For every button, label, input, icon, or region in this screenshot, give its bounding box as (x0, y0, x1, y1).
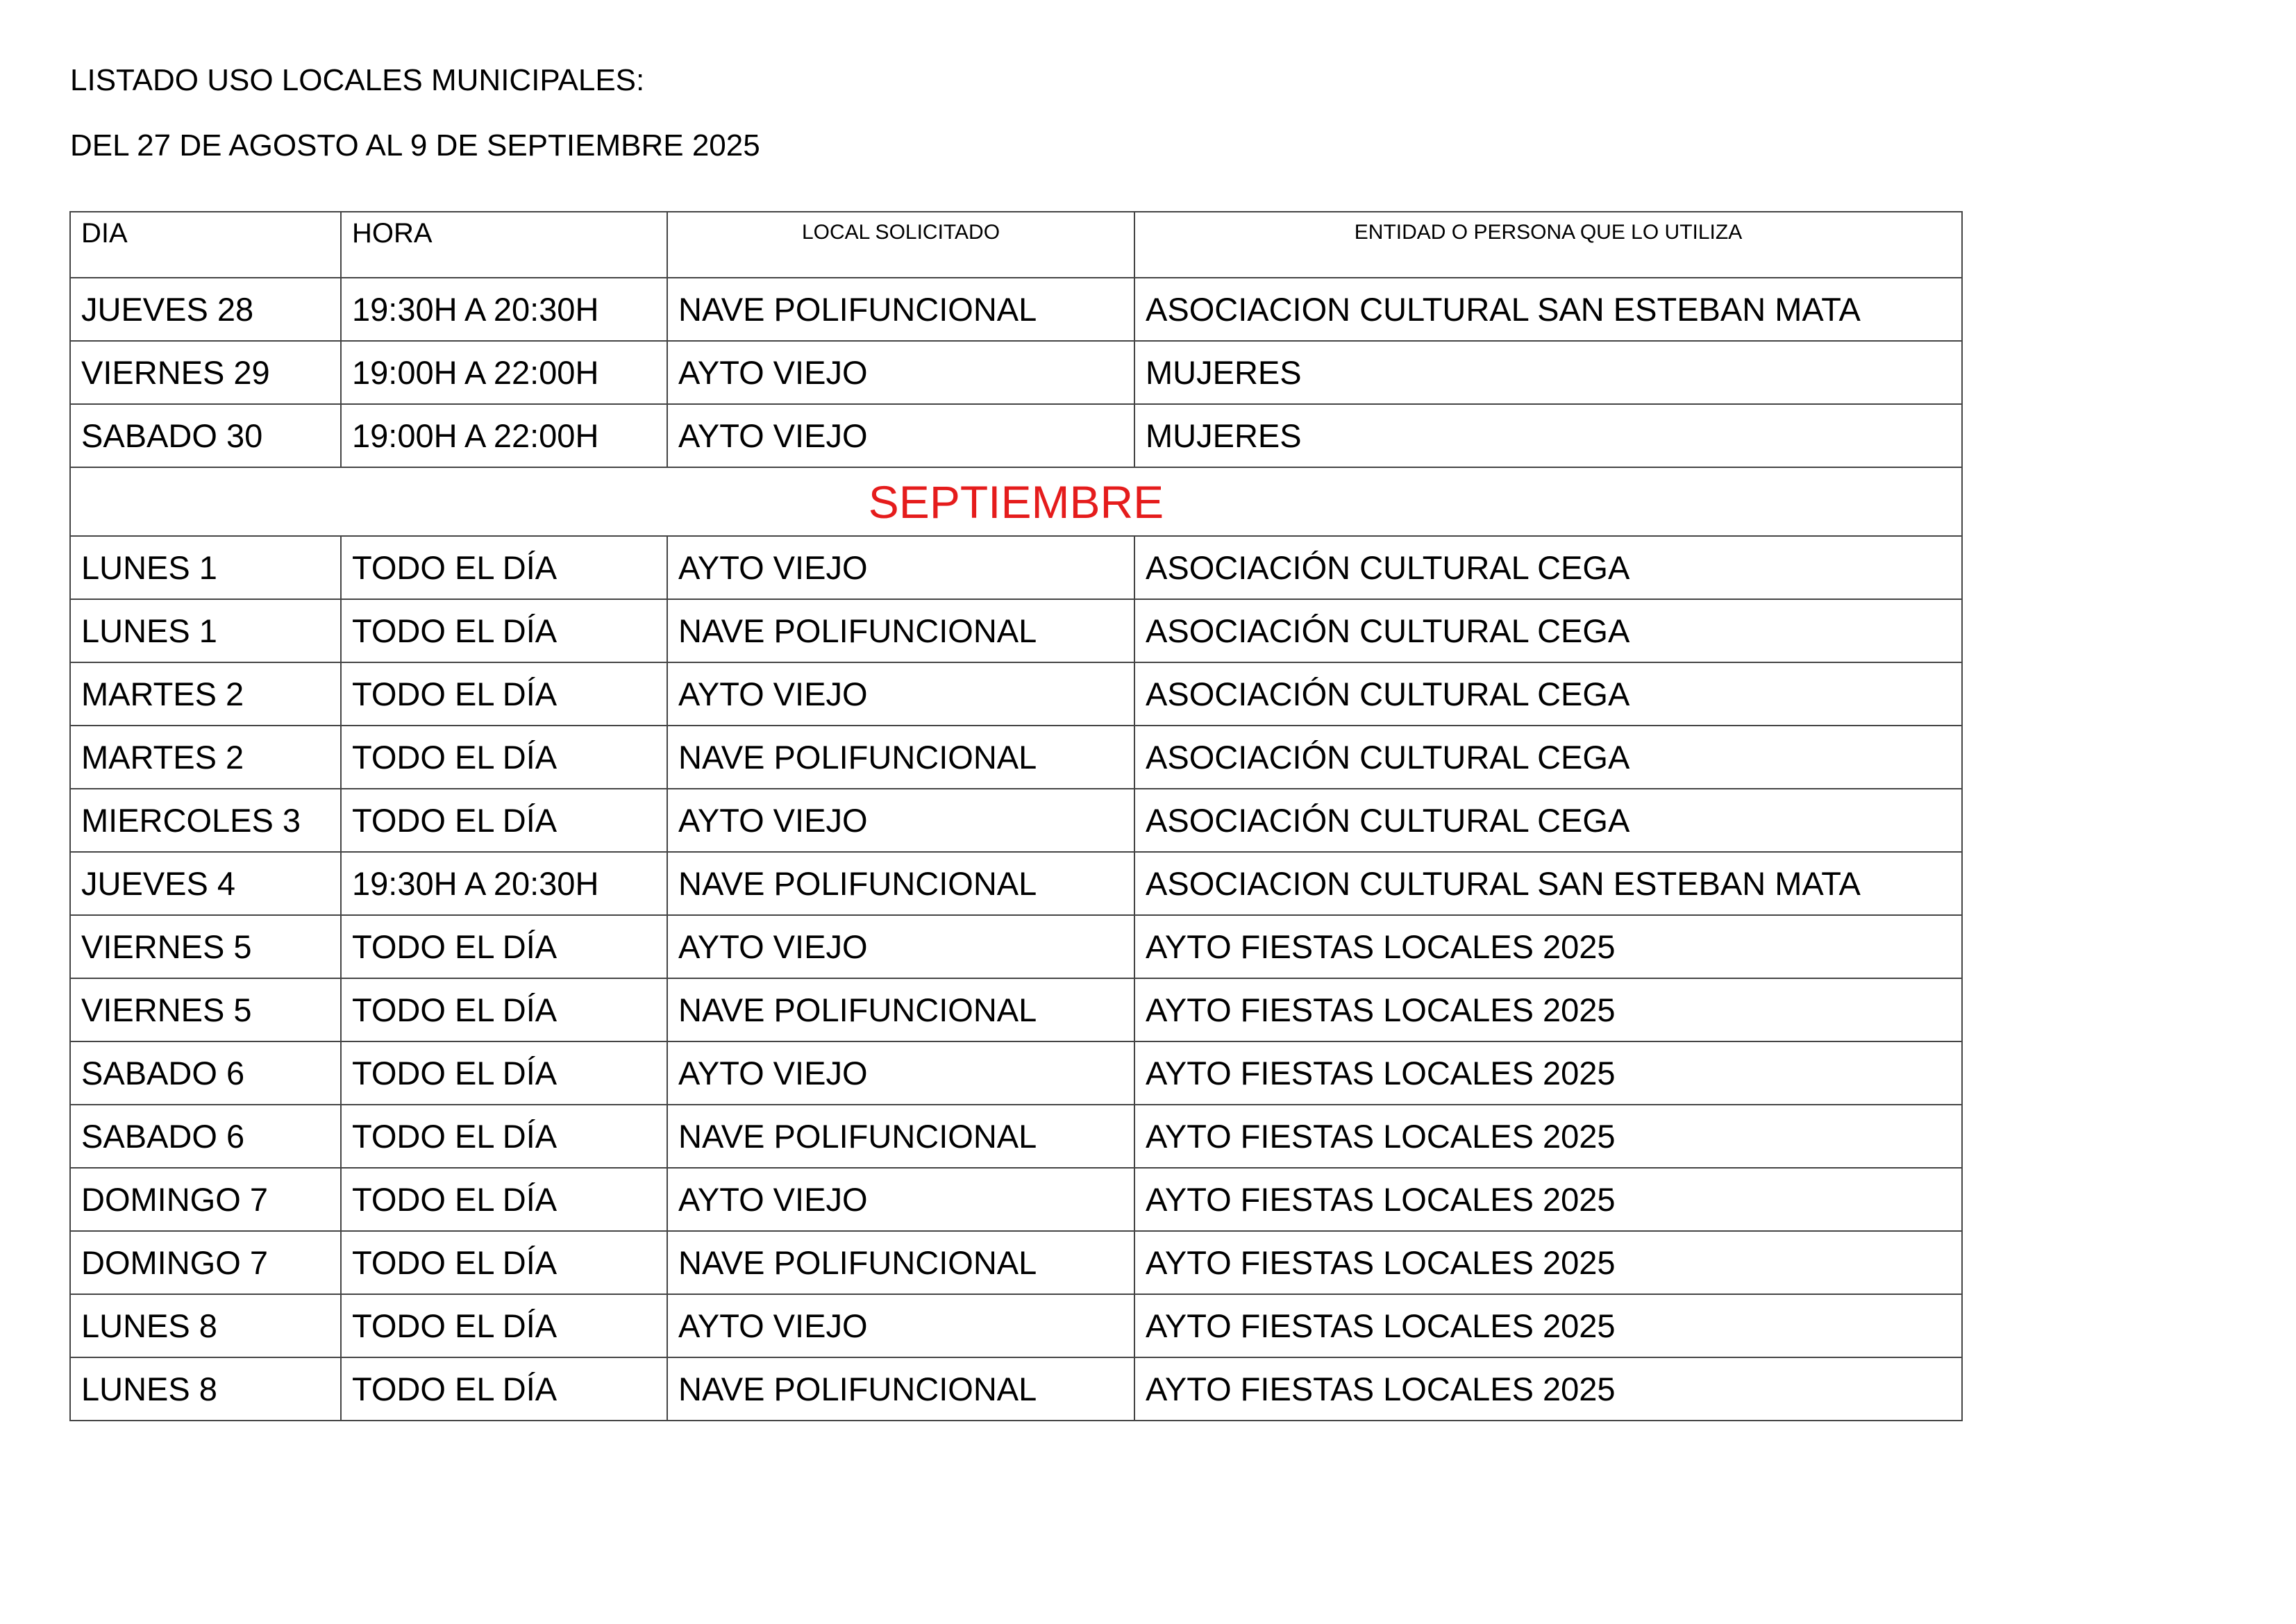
table-row (70, 536, 1962, 599)
cell-entidad: AYTO FIESTAS LOCALES 2025 (1134, 978, 1962, 1041)
cell-hora: TODO EL DÍA (341, 662, 667, 726)
cell-entidad: AYTO FIESTAS LOCALES 2025 (1134, 1294, 1962, 1357)
cell-dia: MARTES 2 (70, 662, 341, 726)
table-row (70, 1357, 1962, 1421)
cell-entidad: AYTO FIESTAS LOCALES 2025 (1134, 1105, 1962, 1168)
cell-dia: MARTES 2 (70, 726, 341, 789)
cell-local: AYTO VIEJO (667, 1294, 1134, 1357)
cell-local: NAVE POLIFUNCIONAL (667, 1231, 1134, 1294)
cell-dia: LUNES 8 (70, 1357, 341, 1421)
cell-entidad: MUJERES (1134, 341, 1962, 404)
cell-local: AYTO VIEJO (667, 915, 1134, 978)
cell-entidad: ASOCIACIÓN CULTURAL CEGA (1134, 726, 1962, 789)
cell-dia: LUNES 8 (70, 1294, 341, 1357)
table-row (70, 278, 1962, 341)
cell-entidad: ASOCIACION CULTURAL SAN ESTEBAN MATA (1134, 852, 1962, 915)
cell-hora: TODO EL DÍA (341, 726, 667, 789)
cell-hora: TODO EL DÍA (341, 1231, 667, 1294)
cell-entidad: AYTO FIESTAS LOCALES 2025 (1134, 1168, 1962, 1231)
cell-dia: VIERNES 5 (70, 978, 341, 1041)
cell-entidad: ASOCIACIÓN CULTURAL CEGA (1134, 599, 1962, 662)
month-separator: SEPTIEMBRE (70, 467, 1962, 536)
header-entidad: ENTIDAD O PERSONA QUE LO UTILIZA (1134, 212, 1962, 278)
header-hora: HORA (341, 212, 667, 278)
cell-local: AYTO VIEJO (667, 1168, 1134, 1231)
cell-hora: 19:00H A 22:00H (341, 341, 667, 404)
cell-local: NAVE POLIFUNCIONAL (667, 599, 1134, 662)
cell-hora: TODO EL DÍA (341, 1168, 667, 1231)
cell-entidad: MUJERES (1134, 404, 1962, 467)
table-row (70, 1294, 1962, 1357)
table-row (70, 726, 1962, 789)
cell-entidad: AYTO FIESTAS LOCALES 2025 (1134, 915, 1962, 978)
cell-entidad: AYTO FIESTAS LOCALES 2025 (1134, 1231, 1962, 1294)
cell-dia: SABADO 6 (70, 1105, 341, 1168)
cell-dia: DOMINGO 7 (70, 1231, 341, 1294)
table-row (70, 599, 1962, 662)
table-row (70, 1168, 1962, 1231)
cell-local: NAVE POLIFUNCIONAL (667, 1105, 1134, 1168)
header-local-solicitado: LOCAL SOLICITADO (667, 212, 1134, 278)
table-row (70, 1041, 1962, 1105)
cell-hora: TODO EL DÍA (341, 536, 667, 599)
cell-entidad: ASOCIACIÓN CULTURAL CEGA (1134, 536, 1962, 599)
cell-dia: LUNES 1 (70, 599, 341, 662)
document-title: LISTADO USO LOCALES MUNICIPALES: (70, 63, 645, 97)
cell-entidad: ASOCIACIÓN CULTURAL CEGA (1134, 662, 1962, 726)
cell-dia: JUEVES 4 (70, 852, 341, 915)
table-row (70, 1231, 1962, 1294)
cell-local: AYTO VIEJO (667, 536, 1134, 599)
schedule-table-body (70, 212, 1962, 1421)
table-row (70, 978, 1962, 1041)
cell-local: NAVE POLIFUNCIONAL (667, 726, 1134, 789)
cell-local: AYTO VIEJO (667, 404, 1134, 467)
cell-dia: LUNES 1 (70, 536, 341, 599)
cell-hora: TODO EL DÍA (341, 1294, 667, 1357)
month-separator-row (70, 467, 1962, 536)
cell-hora: TODO EL DÍA (341, 1105, 667, 1168)
table-row (70, 852, 1962, 915)
cell-local: AYTO VIEJO (667, 341, 1134, 404)
cell-hora: TODO EL DÍA (341, 915, 667, 978)
cell-local: NAVE POLIFUNCIONAL (667, 852, 1134, 915)
cell-local: AYTO VIEJO (667, 1041, 1134, 1105)
cell-hora: TODO EL DÍA (341, 1041, 667, 1105)
cell-entidad: ASOCIACION CULTURAL SAN ESTEBAN MATA (1134, 278, 1962, 341)
table-row (70, 341, 1962, 404)
cell-local: NAVE POLIFUNCIONAL (667, 1357, 1134, 1421)
cell-hora: 19:30H A 20:30H (341, 278, 667, 341)
cell-dia: MIERCOLES 3 (70, 789, 341, 852)
cell-hora: TODO EL DÍA (341, 789, 667, 852)
table-row (70, 915, 1962, 978)
cell-dia: SABADO 6 (70, 1041, 341, 1105)
table-row (70, 662, 1962, 726)
cell-hora: 19:00H A 22:00H (341, 404, 667, 467)
cell-local: AYTO VIEJO (667, 789, 1134, 852)
cell-entidad: AYTO FIESTAS LOCALES 2025 (1134, 1041, 1962, 1105)
table-row (70, 1105, 1962, 1168)
schedule-table (69, 211, 1963, 1421)
cell-dia: DOMINGO 7 (70, 1168, 341, 1231)
cell-local: NAVE POLIFUNCIONAL (667, 978, 1134, 1041)
cell-local: AYTO VIEJO (667, 662, 1134, 726)
table-row (70, 789, 1962, 852)
cell-hora: 19:30H A 20:30H (341, 852, 667, 915)
cell-dia: VIERNES 29 (70, 341, 341, 404)
header-row (70, 212, 1962, 278)
cell-entidad: AYTO FIESTAS LOCALES 2025 (1134, 1357, 1962, 1421)
cell-dia: JUEVES 28 (70, 278, 341, 341)
cell-entidad: ASOCIACIÓN CULTURAL CEGA (1134, 789, 1962, 852)
cell-hora: TODO EL DÍA (341, 1357, 667, 1421)
cell-dia: VIERNES 5 (70, 915, 341, 978)
header-dia: DIA (70, 212, 341, 278)
cell-local: NAVE POLIFUNCIONAL (667, 278, 1134, 341)
cell-hora: TODO EL DÍA (341, 599, 667, 662)
cell-hora: TODO EL DÍA (341, 978, 667, 1041)
table-row (70, 404, 1962, 467)
cell-dia: SABADO 30 (70, 404, 341, 467)
date-range-subtitle: DEL 27 DE AGOSTO AL 9 DE SEPTIEMBRE 2025 (70, 128, 760, 162)
